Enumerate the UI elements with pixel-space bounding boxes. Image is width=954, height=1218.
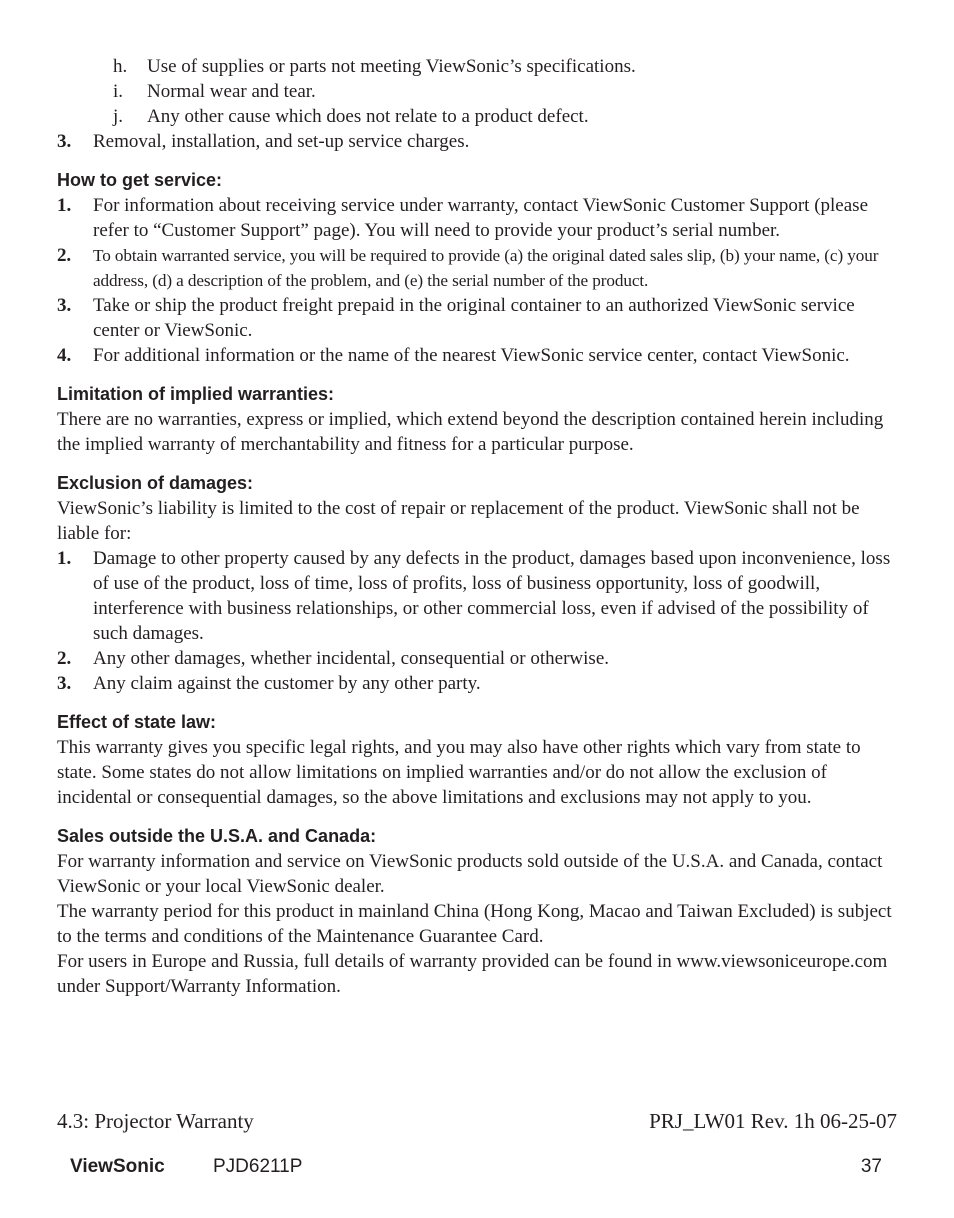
list-item [57,79,899,104]
state-law-text: This warranty gives you specific legal rights, and you may also have other rights which vary from state to state. Some states do not allow limitations on implied warranties and/or do not allow the exclusion of incidental or consequential damages, so the above limitations and exclusions may not apply to you. [57,737,861,808]
list-marker: 4. [57,345,72,366]
list-item [57,671,899,696]
list-marker: 1. [57,548,72,569]
list-item-text: Damage to other property caused by any defects in the product, damages based upon inconvenience, loss of use of the product, loss of time, loss of profits, loss of business opportunity, loss of goodwill, interference with business relationships, or other commercial loss, even if advised of the possibility of such damages. [93,548,891,644]
list-item [57,193,899,243]
page-number: 37 [860,1156,882,1177]
limitation-text: There are no warranties, express or implied, which extend beyond the description contained herein including the implied warranty of merchantability and fitness for a particular purpose. [57,409,884,455]
list-item-text: Any claim against the customer by any other party. [93,673,481,694]
list-marker: i. [113,81,124,102]
list-marker: 2. [57,648,72,669]
warranty-page-body [57,54,899,999]
list-item [57,546,899,646]
list-item [57,646,899,671]
list-item [57,104,899,129]
list-item [57,243,899,293]
list-item-text: Any other damages, whether incidental, consequential or otherwise. [93,648,609,669]
footer-section-title: 4.3: Projector Warranty [57,1109,254,1133]
list-marker: 2. [57,245,72,266]
footer-revision: PRJ_LW01 Rev. 1h 06-25-07 [649,1109,897,1133]
list-item-text: For additional information or the name of the nearest ViewSonic service center, contact ViewSonic. [93,345,850,366]
list-item-text: Use of supplies or parts not meeting ViewSonic’s specifications. [147,56,636,77]
list-marker: j. [113,106,124,127]
list-marker: h. [113,56,128,77]
outside-paragraph: The warranty period for this product in mainland China (Hong Kong, Macao and Taiwan Excluded) is subject to the terms and conditions of the Maintenance Guarantee Card. [57,901,892,947]
outside-paragraph: For users in Europe and Russia, full details of warranty provided can be found in www.viewsoniceurope.com under Support/Warranty Information. [57,951,888,997]
section-heading-outside-usa: Sales outside the U.S.A. and Canada: [57,826,377,846]
list-item-text: Take or ship the product freight prepaid in the original container to an authorized ViewSonic service center or ViewSonic. [93,295,855,341]
section-heading-state-law: Effect of state law: [57,712,217,732]
section-heading-limitation: Limitation of implied warranties: [57,384,335,404]
outside-paragraph: For warranty information and service on ViewSonic products sold outside of the U.S.A. and Canada, contact ViewSonic or your local ViewSonic dealer. [57,851,883,897]
model-number: PJD6211P [213,1156,303,1177]
list-item-text: Normal wear and tear. [147,81,316,102]
list-marker: 3. [57,131,72,152]
list-marker: 1. [57,195,72,216]
list-item [57,293,899,343]
list-marker: 3. [57,295,72,316]
list-item-text: To obtain warranted service, you will be required to provide (a) the original dated sales slip, (b) your name, (c) your address, (d) a description of the problem, and (e) the serial number of the product. [93,246,879,290]
section-heading-service: How to get service: [57,170,223,190]
brand-name: ViewSonic [70,1156,165,1177]
list-item-text: For information about receiving service under warranty, contact ViewSonic Customer Support (please refer to “Customer Support” page). You will need to provide your product’s serial number. [93,195,869,241]
list-item-text: Any other cause which does not relate to a product defect. [147,106,589,127]
list-item [57,54,899,79]
list-item-text: Removal, installation, and set-up service charges. [93,131,470,152]
exclusion-intro: ViewSonic’s liability is limited to the cost of repair or replacement of the product. ViewSonic shall not be liable for: [57,498,860,544]
list-item [57,129,899,154]
section-heading-exclusion: Exclusion of damages: [57,473,254,493]
list-item [57,343,899,368]
list-marker: 3. [57,673,72,694]
